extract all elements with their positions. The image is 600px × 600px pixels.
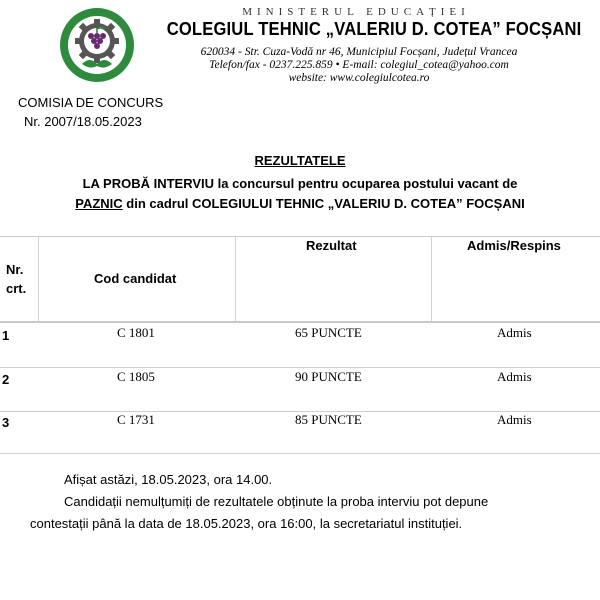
- school-logo-icon: [58, 6, 136, 84]
- header-status: Admis/Respins: [467, 238, 561, 253]
- table-rule: [235, 236, 236, 321]
- row-status: Admis: [497, 369, 532, 384]
- table-rule: [0, 236, 600, 237]
- row-result: 65 PUNCTE: [295, 325, 362, 340]
- row-nr: 2: [2, 372, 10, 387]
- row-result: 90 PUNCTE: [295, 369, 362, 384]
- results-title: REZULTATELE: [254, 153, 346, 168]
- heading-line-2: LA PROBĂ INTERVIU la concursul pentru ocuparea postului vacant de: [82, 176, 518, 191]
- posted-notice: Afișat astăzi, 18.05.2023, ora 14.00.: [64, 472, 273, 487]
- header-code: Cod candidat: [94, 271, 177, 286]
- commission-title: COMISIA DE CONCURS: [18, 95, 164, 110]
- school-website: website: www.colegiulcotea.ro: [288, 72, 430, 84]
- row-nr: 1: [2, 328, 10, 343]
- table-rule: [38, 236, 39, 321]
- commission-block: [18, 93, 163, 131]
- row-result: 85 PUNCTE: [295, 412, 362, 427]
- row-code: C 1805: [117, 369, 155, 384]
- header-crt: crt.: [6, 281, 27, 296]
- table-rule: [0, 453, 600, 454]
- row-nr: 3: [2, 415, 10, 430]
- document-number: Nr. 2007/18.05.2023: [24, 114, 142, 129]
- row-status: Admis: [497, 412, 532, 427]
- school-address: 620034 - Str. Cuza-Vodă nr 46, Municipiul Focșani, Județul Vrancea: [200, 46, 518, 58]
- ministry-name: MINISTERUL EDUCAȚIEI: [242, 6, 470, 18]
- row-code: C 1731: [117, 412, 155, 427]
- row-status: Admis: [497, 325, 532, 340]
- header-result: Rezultat: [306, 238, 357, 253]
- row-code: C 1801: [117, 325, 155, 340]
- school-name: COLEGIUL TEHNIC „VALERIU D. COTEA” FOCȘANI: [166, 19, 582, 39]
- position-name: PAZNIC: [75, 196, 123, 211]
- heading-line-3-rest: din cadrul COLEGIULUI TEHNIC „VALERIU D. COTEA” FOCȘANI: [122, 196, 525, 211]
- heading-line-3: [0, 196, 600, 211]
- table-rule: [0, 367, 600, 368]
- header-nr: Nr.: [6, 262, 24, 277]
- school-contact: Telefon/fax - 0237.225.859 • E-mail: colegiul_cotea@yahoo.com: [209, 59, 509, 71]
- appeal-notice-line-2: contestații până la data de 18.05.2023, ora 16:00, la secretariatul instituției.: [30, 516, 463, 531]
- table-rule: [0, 321, 600, 323]
- table-rule: [431, 236, 432, 321]
- results-table: [0, 236, 600, 454]
- appeal-notice-line-1: Candidații nemulțumiți de rezultatele obținute la proba interviu pot depune: [64, 494, 489, 509]
